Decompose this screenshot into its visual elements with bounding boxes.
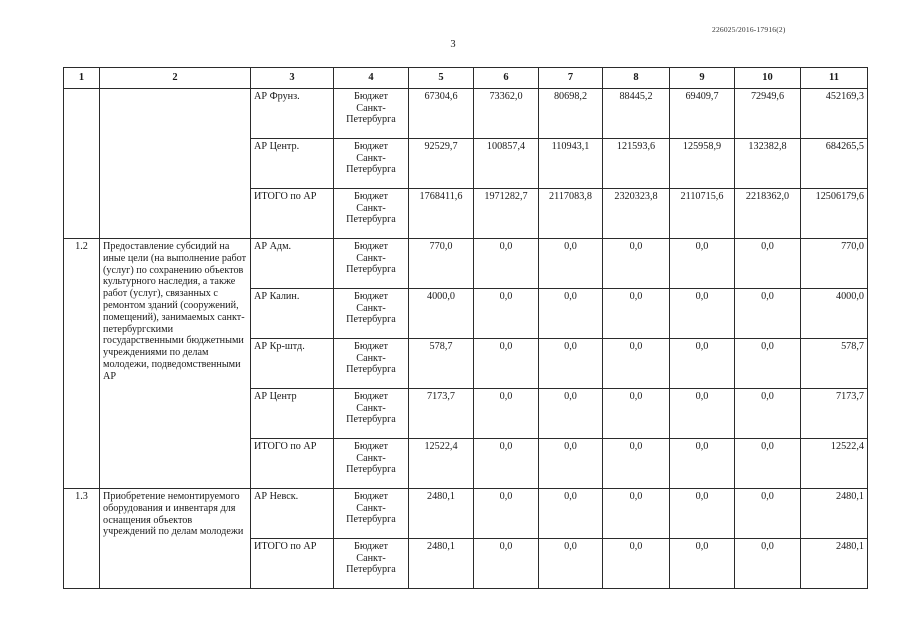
item-description: Предоставление субсидий на иные цели (на выполнение работ (услуг) по сохранению объектов культурного наследия, а также работ (услуг), связанных с ремонтом зданий (сооружений, помещений), занимаемых санкт-петербургскими государственными бюджетными учреждениями по делам молодежи, подведомственными АР xyxy=(100,239,251,489)
funding-source-cell: Бюджет Санкт- Петербурга xyxy=(334,539,409,589)
funding-source-cell: Бюджет Санкт- Петербурга xyxy=(334,389,409,439)
year-value-cell: 1768411,6 xyxy=(409,189,474,239)
year-value-cell: 0,0 xyxy=(670,339,735,389)
item-number: 1.3 xyxy=(64,489,100,589)
year-value-cell: 2110715,6 xyxy=(670,189,735,239)
year-value-cell: 100857,4 xyxy=(474,139,539,189)
year-value-cell: 0,0 xyxy=(474,539,539,589)
year-value-cell: 0,0 xyxy=(539,439,603,489)
total-value-cell: 452169,3 xyxy=(801,89,868,139)
funding-source-cell: Бюджет Санкт- Петербурга xyxy=(334,89,409,139)
year-value-cell: 73362,0 xyxy=(474,89,539,139)
column-number: 7 xyxy=(539,68,603,89)
district-cell: АР Адм. xyxy=(251,239,334,289)
year-value-cell: 0,0 xyxy=(603,339,670,389)
item-number xyxy=(64,89,100,239)
year-value-cell: 69409,7 xyxy=(670,89,735,139)
table-row xyxy=(64,89,868,139)
year-value-cell: 0,0 xyxy=(474,389,539,439)
budget-table xyxy=(63,67,868,589)
year-value-cell: 0,0 xyxy=(539,239,603,289)
year-value-cell: 0,0 xyxy=(735,539,801,589)
year-value-cell: 80698,2 xyxy=(539,89,603,139)
column-number-row xyxy=(64,68,868,89)
column-number: 1 xyxy=(64,68,100,89)
column-number: 9 xyxy=(670,68,735,89)
year-value-cell: 0,0 xyxy=(670,439,735,489)
year-value-cell: 0,0 xyxy=(474,439,539,489)
document-number: 226025/2016-17916(2) xyxy=(712,25,786,34)
year-value-cell: 0,0 xyxy=(474,289,539,339)
funding-source-cell: Бюджет Санкт- Петербурга xyxy=(334,339,409,389)
year-value-cell: 0,0 xyxy=(603,439,670,489)
year-value-cell: 2320323,8 xyxy=(603,189,670,239)
total-value-cell: 7173,7 xyxy=(801,389,868,439)
total-value-cell: 578,7 xyxy=(801,339,868,389)
column-number: 11 xyxy=(801,68,868,89)
year-value-cell: 4000,0 xyxy=(409,289,474,339)
year-value-cell: 0,0 xyxy=(539,289,603,339)
year-value-cell: 88445,2 xyxy=(603,89,670,139)
year-value-cell: 0,0 xyxy=(539,339,603,389)
year-value-cell: 0,0 xyxy=(603,389,670,439)
total-value-cell: 4000,0 xyxy=(801,289,868,339)
column-number: 10 xyxy=(735,68,801,89)
year-value-cell: 0,0 xyxy=(670,389,735,439)
column-number: 3 xyxy=(251,68,334,89)
district-cell: АР Центр xyxy=(251,389,334,439)
year-value-cell: 2117083,8 xyxy=(539,189,603,239)
year-value-cell: 0,0 xyxy=(539,539,603,589)
year-value-cell: 0,0 xyxy=(670,289,735,339)
year-value-cell: 0,0 xyxy=(539,489,603,539)
year-value-cell: 0,0 xyxy=(474,339,539,389)
district-cell: ИТОГО по АР xyxy=(251,539,334,589)
total-value-cell: 2480,1 xyxy=(801,489,868,539)
year-value-cell: 110943,1 xyxy=(539,139,603,189)
column-number: 4 xyxy=(334,68,409,89)
funding-source-cell: Бюджет Санкт- Петербурга xyxy=(334,239,409,289)
total-value-cell: 2480,1 xyxy=(801,539,868,589)
funding-source-cell: Бюджет Санкт- Петербурга xyxy=(334,139,409,189)
year-value-cell: 92529,7 xyxy=(409,139,474,189)
year-value-cell: 12522,4 xyxy=(409,439,474,489)
year-value-cell: 0,0 xyxy=(670,489,735,539)
district-cell: АР Калин. xyxy=(251,289,334,339)
year-value-cell: 2480,1 xyxy=(409,489,474,539)
year-value-cell: 0,0 xyxy=(735,439,801,489)
year-value-cell: 0,0 xyxy=(735,389,801,439)
district-cell: ИТОГО по АР xyxy=(251,439,334,489)
funding-source-cell: Бюджет Санкт- Петербурга xyxy=(334,489,409,539)
year-value-cell: 0,0 xyxy=(603,239,670,289)
year-value-cell: 125958,9 xyxy=(670,139,735,189)
year-value-cell: 121593,6 xyxy=(603,139,670,189)
district-cell: АР Кр-штд. xyxy=(251,339,334,389)
column-number: 5 xyxy=(409,68,474,89)
year-value-cell: 0,0 xyxy=(603,489,670,539)
year-value-cell: 0,0 xyxy=(735,239,801,289)
column-number: 6 xyxy=(474,68,539,89)
total-value-cell: 684265,5 xyxy=(801,139,868,189)
table-row xyxy=(64,239,868,289)
funding-source-cell: Бюджет Санкт- Петербурга xyxy=(334,439,409,489)
page-number: 3 xyxy=(450,39,456,50)
item-description: Приобретение немонтируемого оборудования и инвентаря для оснащения объектов учреждений по делам молодежи xyxy=(100,489,251,589)
district-cell: АР Невск. xyxy=(251,489,334,539)
year-value-cell: 2480,1 xyxy=(409,539,474,589)
year-value-cell: 1971282,7 xyxy=(474,189,539,239)
item-description xyxy=(100,89,251,239)
district-cell: АР Фрунз. xyxy=(251,89,334,139)
table-row xyxy=(64,489,868,539)
year-value-cell: 770,0 xyxy=(409,239,474,289)
year-value-cell: 0,0 xyxy=(603,539,670,589)
district-cell: АР Центр. xyxy=(251,139,334,189)
column-number: 8 xyxy=(603,68,670,89)
year-value-cell: 2218362,0 xyxy=(735,189,801,239)
year-value-cell: 578,7 xyxy=(409,339,474,389)
year-value-cell: 0,0 xyxy=(670,239,735,289)
year-value-cell: 0,0 xyxy=(474,489,539,539)
year-value-cell: 7173,7 xyxy=(409,389,474,439)
year-value-cell: 0,0 xyxy=(735,289,801,339)
funding-source-cell: Бюджет Санкт- Петербурга xyxy=(334,189,409,239)
total-value-cell: 770,0 xyxy=(801,239,868,289)
year-value-cell: 0,0 xyxy=(539,389,603,439)
year-value-cell: 72949,6 xyxy=(735,89,801,139)
district-cell: ИТОГО по АР xyxy=(251,189,334,239)
total-value-cell: 12506179,6 xyxy=(801,189,868,239)
column-number: 2 xyxy=(100,68,251,89)
year-value-cell: 0,0 xyxy=(474,239,539,289)
year-value-cell: 67304,6 xyxy=(409,89,474,139)
year-value-cell: 0,0 xyxy=(735,339,801,389)
year-value-cell: 0,0 xyxy=(735,489,801,539)
year-value-cell: 0,0 xyxy=(670,539,735,589)
year-value-cell: 132382,8 xyxy=(735,139,801,189)
funding-source-cell: Бюджет Санкт- Петербурга xyxy=(334,289,409,339)
year-value-cell: 0,0 xyxy=(603,289,670,339)
total-value-cell: 12522,4 xyxy=(801,439,868,489)
item-number: 1.2 xyxy=(64,239,100,489)
